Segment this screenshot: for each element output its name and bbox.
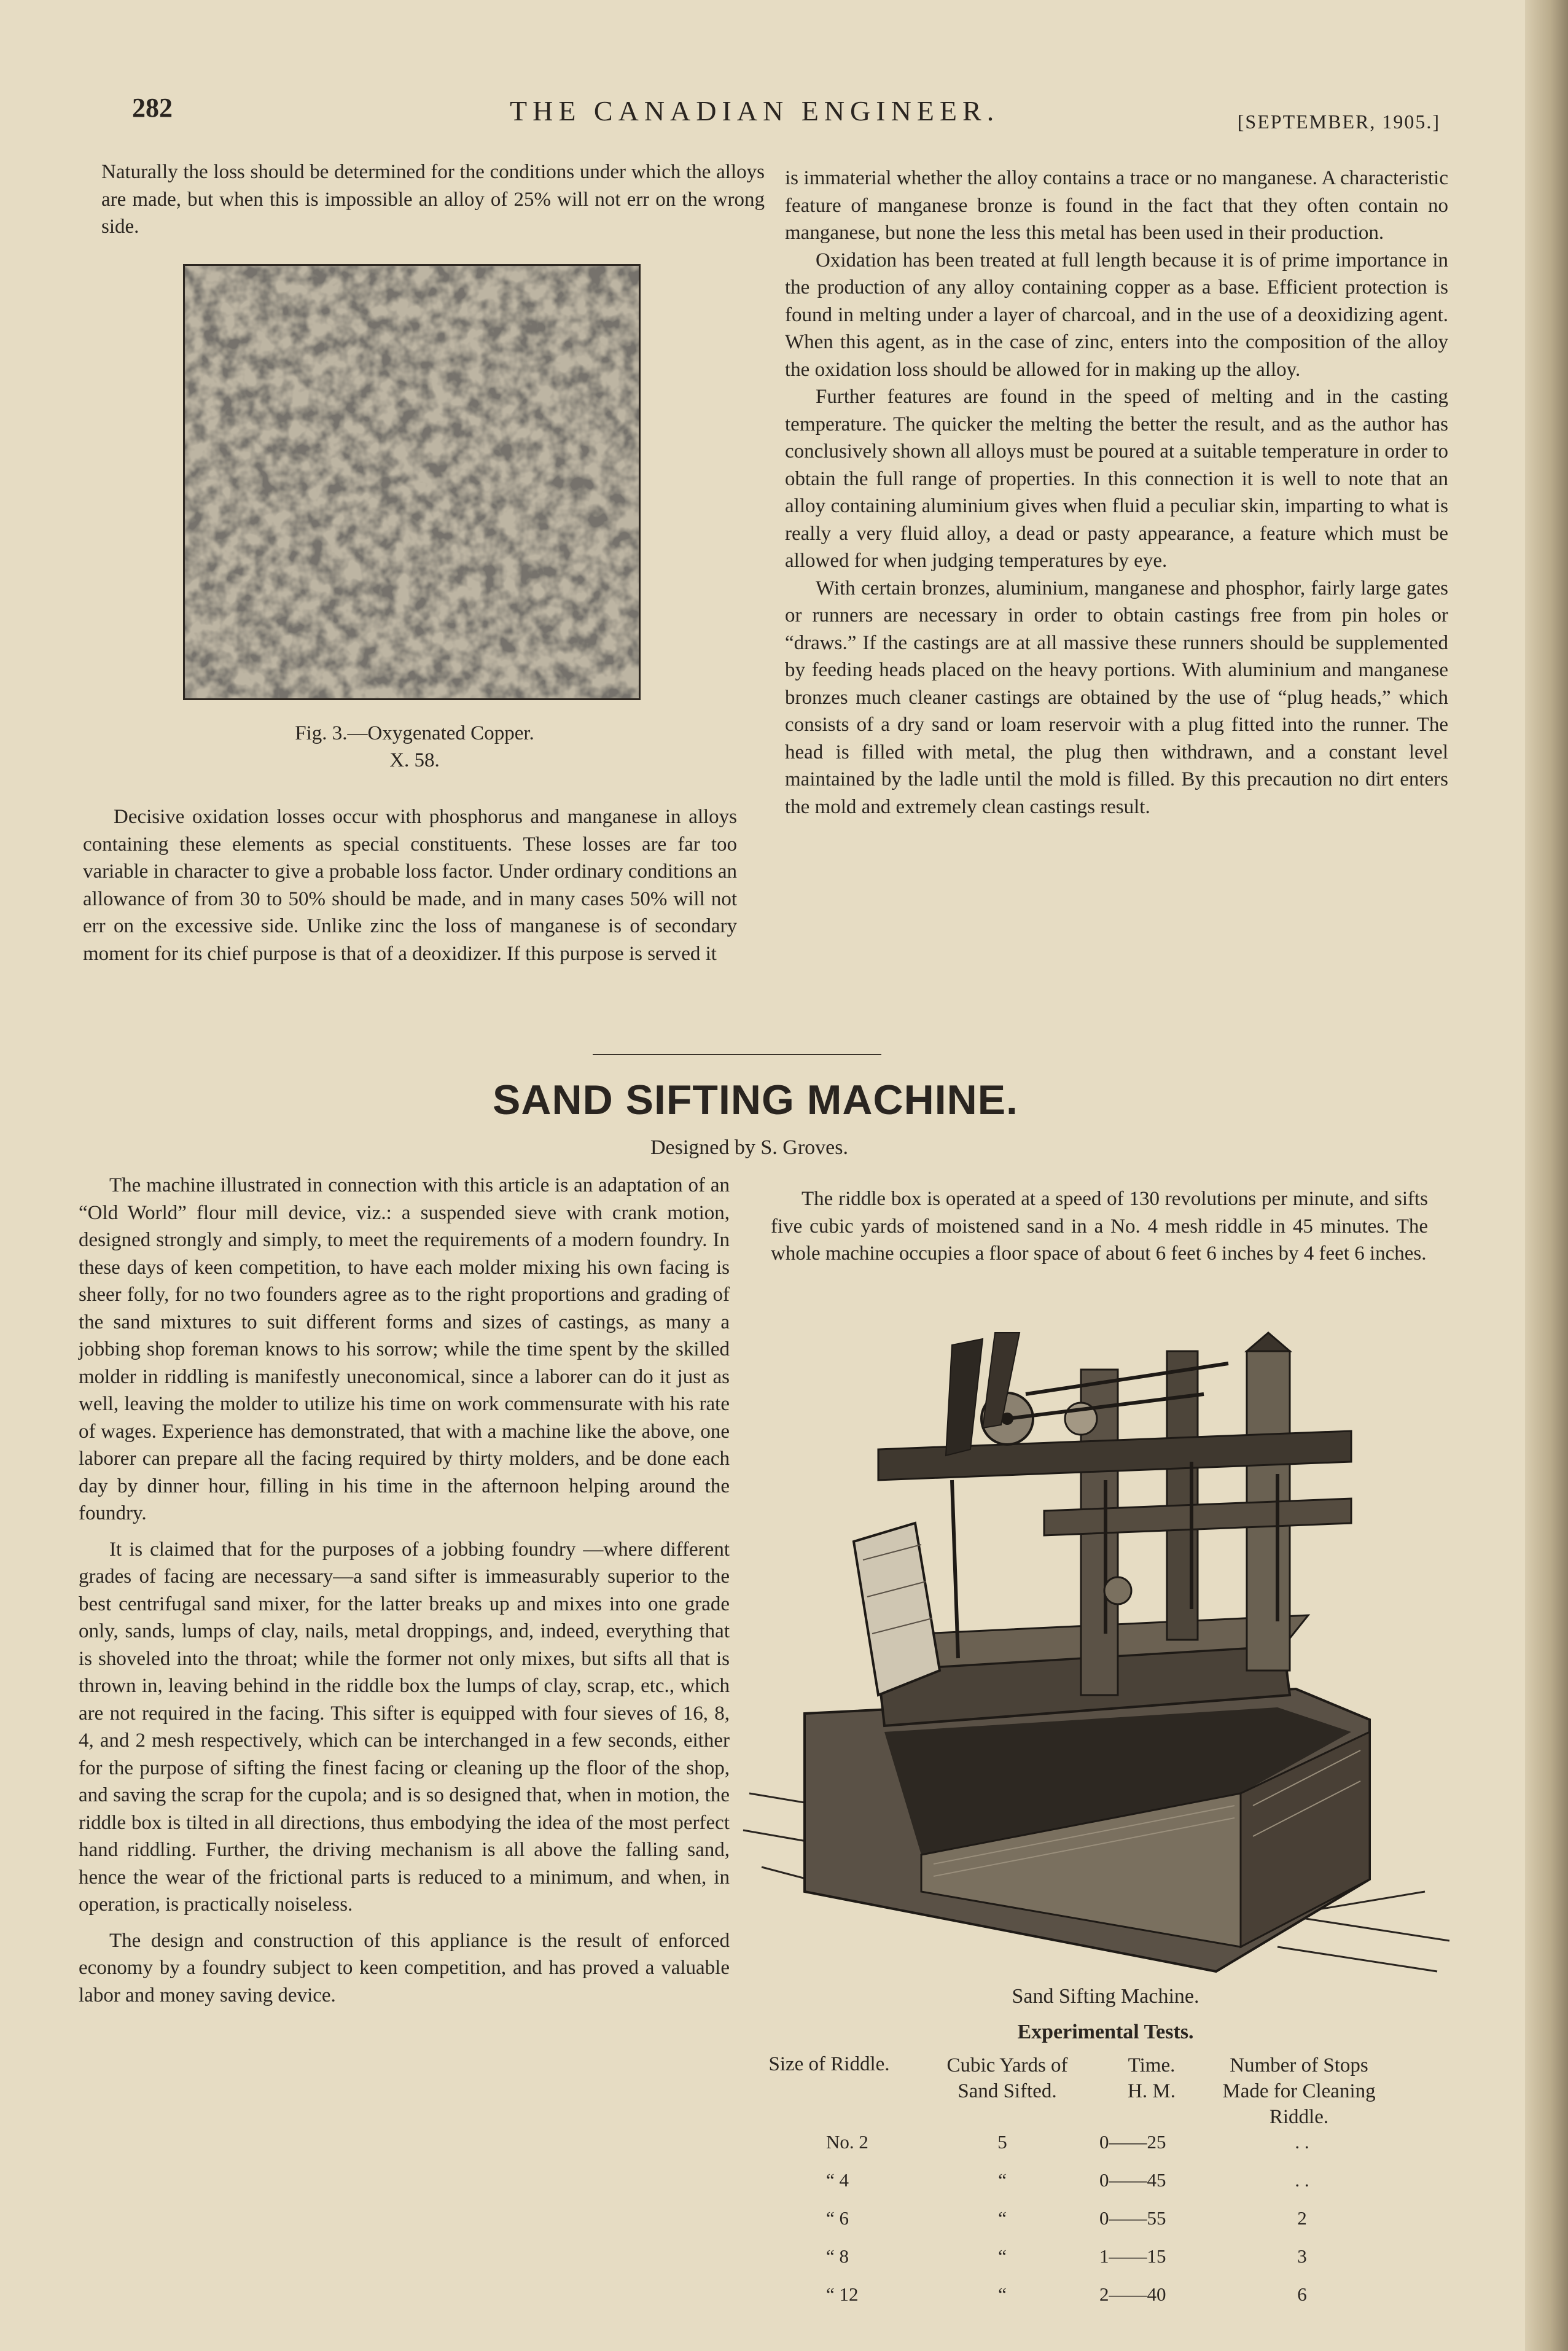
- table-header-time-units: H. M.: [1128, 2080, 1176, 2102]
- sand-sifting-machine-illustration: [737, 1327, 1462, 1978]
- table-cell: “ 4: [826, 2169, 849, 2191]
- article-title: SAND SIFTING MACHINE.: [493, 1077, 1018, 1123]
- table-header-time: [1093, 2053, 1210, 2104]
- table-cell: 6: [1297, 2283, 1307, 2305]
- paragraph: The machine illustrated in connection with this article is an adaptation of an “Old World” flour mill device, viz.: a suspended sieve with crank motion, designed strongly and simply, to meet the requirements of a modern foundry. In these days of keen competition, to have each molder mixing his own facing is sheer folly, for no two founders agree as to the right proportions and grading of the sand mixtures to suit different forms and sizes of castings, as many a jobbing shop foreman knows to his sorrow; while the time spent by the skilled molder in riddling is manifestly uneconomical, since a laborer can do it just as well, leaving the molder to utilize his time on work commensurate with his rate of wages. Experience has demonstrated, that with a machine like the above, one laborer can prepare all the facing required by thirty molders, and be done each day by dinner hour, filling in his time in the afternoon helping around the foundry.: [79, 1174, 730, 1524]
- table-cell: “ 12: [826, 2283, 859, 2305]
- table-cell: “ 8: [826, 2245, 849, 2267]
- oxygenated-copper-micrograph: [183, 264, 641, 700]
- table-header-time-label: Time.: [1128, 2054, 1176, 2076]
- table-column-time: [1099, 2130, 1166, 2320]
- table-column-cubic: [990, 2130, 1015, 2320]
- paragraph: The design and construction of this appliance is the result of enforced economy by a foundry subject to keen competition, and has proved a valuable labor and money saving device.: [79, 1929, 730, 2006]
- section-divider: [593, 1054, 881, 1055]
- left-top-column: [101, 158, 765, 241]
- table-cell: . .: [1295, 2131, 1309, 2153]
- table-cell: “: [998, 2169, 1007, 2191]
- table-header-size: Size of Riddle.: [768, 2053, 890, 2075]
- right-top-column: [785, 165, 1448, 821]
- table-cell: “ 6: [826, 2207, 849, 2229]
- table-cell: 0——45: [1099, 2169, 1166, 2191]
- table-cell: 1——15: [1099, 2245, 1166, 2267]
- table-cell: 0——55: [1099, 2207, 1166, 2229]
- micrograph-image: [185, 266, 641, 700]
- figure-caption-line-2: X. 58.: [389, 749, 440, 771]
- paragraph: It is claimed that for the purposes of a jobbing foundry —where different grades of facing are necessary—a sand sifter is immeasurably superior to the best centrifugal sand mixer, for the latter breaks up and mixes into one grade only, sands, lumps of clay, nails, metal droppings, and, indeed, everything that is shoveled into the throat; while the former not only mixes, but sifts all that is thrown in, leaving behind in the riddle box the lumps of clay, scrap, etc., which are not required in the facing. This sifter is equipped with four sieves of 16, 8, 4, and 2 mesh respectively, which can be interchanged in a few seconds, either for the purpose of sifting the finest facing or cleaning up the floor of the shop, and saving the scrap for the cupola; and is so designed that, when in motion, the riddle box is tilted in all directions, thus embodying the idea of the most perfect hand riddling. Further, the driving mechanism is all above the falling sand, hence the wear of the frictional parts is reduced to a minimum, and when, in operation, is practically noiseless.: [79, 1538, 730, 1916]
- paragraph: Oxidation has been treated at full length because it is of prime importance in the production of any alloy containing copper as a base. Efficient protection is found in melting under a layer of charcoal, and in the use of a deoxidizing agent. When this agent, as in the case of zinc, enters into the composition of the alloy the oxidation loss should be allowed for in making up the alloy.: [785, 249, 1448, 381]
- table-cell: 5: [997, 2131, 1007, 2153]
- table-header-cubic: Cubic Yards of Sand Sifted.: [946, 2054, 1068, 2102]
- article-byline: Designed by S. Groves.: [650, 1136, 849, 1159]
- article-left-column: [79, 1172, 730, 2009]
- issue-date: [SEPTEMBER, 1905.]: [1237, 111, 1440, 133]
- running-header: [132, 92, 1440, 141]
- book-spine-shadow: [1525, 0, 1568, 2351]
- table-cell: 2: [1297, 2207, 1307, 2229]
- table-cell: 2——40: [1099, 2283, 1166, 2305]
- table-title: Experimental Tests.: [1017, 2021, 1194, 2043]
- table-header-stops: Number of Stops Made for Cleaning Riddle.: [1222, 2054, 1376, 2128]
- paragraph: Naturally the loss should be determined for the conditions under which the alloys are made, but when this is impossible an alloy of 25% will not err on the wrong side.: [101, 161, 765, 238]
- table-cell: No. 2: [826, 2131, 868, 2153]
- table-cell: . .: [1295, 2169, 1309, 2191]
- table-column-stops: [1290, 2130, 1314, 2320]
- figure-caption-line-1: Fig. 3.—Oxygenated Copper.: [295, 722, 534, 744]
- paragraph: With certain bronzes, aluminium, manganese and phosphor, fairly large gates or runners are necessary in order to obtain castings free from pin holes or “draws.” If the castings are at all massive these runners should be supplemented by feeding heads placed on the heavy portions. With aluminium and manganese bronzes much cleaner castings are obtained by the use of “plug heads,” which consists of a dry sand or loam reservoir with a plug fitted into the runner. The head is filled with metal, the plug then withdrawn, and a constant level maintained by the ladle until the mold is filled. By this precaution no dirt enters the mold and extremely clean castings result.: [785, 577, 1448, 818]
- table-cell: “: [998, 2207, 1007, 2229]
- paragraph: Further features are found in the speed of melting and in the casting temperature. The quicker the melting the better the result, and as the author has conclusively shown all alloys must be poured at a suitable temperature in order to obtain the full range of properties. In this connection it is well to note that an alloy containing aluminium gives when fluid a peculiar skin, imparting to what is really a very fluid alloy, a dead or pasty appearance, a feature which must be allowed for when judging temperatures by eye.: [785, 386, 1448, 572]
- table-cell: 3: [1297, 2245, 1307, 2267]
- page-number: 282: [132, 93, 173, 123]
- table-cell: 0——25: [1099, 2131, 1166, 2153]
- left-top-column-lower: [83, 803, 737, 967]
- journal-title: THE CANADIAN ENGINEER.: [510, 95, 1000, 127]
- paragraph: The riddle box is operated at a speed of 130 revolutions per minute, and sifts five cubic yards of moistened sand in a No. 4 mesh riddle in 45 minutes. The whole machine occupies a floor space of about 6 feet 6 inches by 4 feet 6 inches.: [771, 1188, 1428, 1265]
- table-column-size: [826, 2130, 868, 2320]
- table-cell: “: [998, 2245, 1007, 2267]
- figure-caption: [98, 720, 731, 774]
- table-cell: “: [998, 2283, 1007, 2305]
- machine-caption: Sand Sifting Machine.: [1012, 1985, 1199, 2008]
- article-right-column: [771, 1185, 1428, 1268]
- paragraph: is immaterial whether the alloy contains a trace or no manganese. A characteristic feature of manganese bronze is found in the fact that they often contain no manganese, but none the less this metal has been used in their production.: [785, 167, 1448, 244]
- paragraph: Decisive oxidation losses occur with phosphorus and manganese in alloys containing these elements as special constituents. These losses are far too variable in character to give a probable loss factor. Under ordinary conditions an allowance of from 30 to 50% should be made, and in many cases 50% will not err on the excessive side. Unlike zinc the loss of manganese is of secondary moment for its chief purpose is that of a deoxidizer. If this purpose is served it: [83, 806, 737, 965]
